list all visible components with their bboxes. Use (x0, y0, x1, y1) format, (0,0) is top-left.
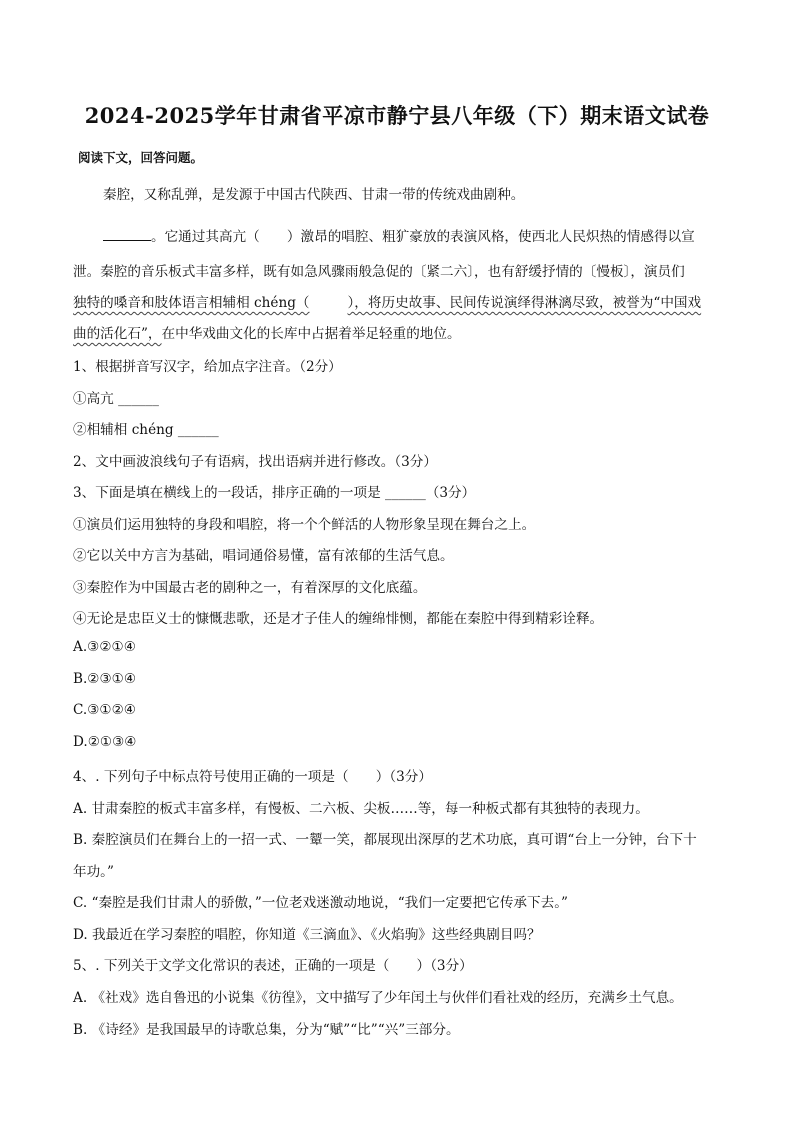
question-line: 5、. 下列关于文学文化常识的表述，正确的一项是（ ）（3分） (73, 958, 473, 975)
question-line: D.②①③④ (73, 733, 137, 750)
question-line: B. 《诗经》是我国最早的诗歌总集，分为“赋”“比”“兴”三部分。 (73, 1021, 460, 1038)
question-line: D. 我最近在学习秦腔的唱腔，你知道《三滴血》、《火焰驹》这些经典剧目吗？ (73, 926, 541, 943)
question-line: ②它以关中方言为基础，唱词通俗易懂，富有浓郁的生活气息。 (73, 548, 454, 565)
question-line: ③秦腔作为中国最古老的剧种之一，有着深厚的文化底蕴。 (73, 579, 427, 596)
question-line: ④无论是忠臣义士的慷慨悲歌，还是才子佳人的缠绵悱恻，都能在秦腔中得到精彩诠释。 (73, 611, 604, 628)
passage-line-3: 泄。秦腔的音乐板式丰富多样，既有如急风骤雨般急促的〔紧二六〕，也有舒缓抒情的〔慢板〕，演员们 (73, 264, 685, 280)
question-line: 2、文中画波浪线句子有语病，找出语病并进行修改。（3分） (73, 453, 437, 470)
passage-text: ），将历史故事、民间传说演绎得淋漓尽致，被誉为“中国戏 (347, 295, 702, 311)
question-line: C. “秦腔是我们甘肃人的骄傲，”一位老戏迷激动地说，“我们一定要把它传承下去。” (73, 895, 568, 912)
wavy-sentence-part-1 (73, 295, 701, 311)
fill-blank (103, 226, 151, 241)
question-line: ①高亢 ______ (73, 390, 159, 407)
passage-line-2-text: 。它通过其高亢（ ）激昂的唱腔、粗犷豪放的表演风格，使西北人民炽热的情感得以宣 (151, 229, 695, 245)
passage-line-4 (73, 291, 701, 311)
passage-text: 在中华戏曲文化的长库中占据着举足轻重的地位。 (161, 326, 461, 342)
passage-line-5 (73, 322, 461, 342)
passage-text: 独特的嗓音和肢体语言相辅相 chéng（ (73, 295, 310, 311)
question-line: C.③①②④ (73, 702, 136, 719)
wavy-sentence-part-2: 曲的活化石”， (73, 326, 162, 342)
question-line: B. 秦腔演员们在舞台上的一招一式、一颦一笑，都展现出深厚的艺术功底，真可谓“台上一分钟，台下十 (73, 832, 697, 849)
question-line: 3、下面是填在横线上的一段话，排序正确的一项是 ______（3分） (73, 485, 476, 502)
question-line: A. 《社戏》选自鲁迅的小说集《彷徨》，文中描写了少年闰土与伙伴们看社戏的经历，充满乡土气息。 (73, 990, 683, 1006)
page-title: 2024-2025学年甘肃省平凉市静宁县八年级（下）期末语文试卷 (84, 103, 710, 128)
question-line: A. 甘肃秦腔的板式丰富多样，有慢板、二六板、尖板……等，每一种板式都有其独特的表现力。 (73, 800, 649, 817)
question-line: ②相辅相 chéng ______ (73, 422, 219, 439)
question-line: ①演员们运用独特的身段和唱腔，将一个个鲜活的人物形象呈现在舞台之上。 (73, 516, 536, 533)
pinyin-blank (310, 295, 348, 311)
question-line: 1、根据拼音写汉字，给加点字注音。（2分） (73, 359, 342, 375)
question-line: 年功。” (73, 863, 114, 880)
reading-instruction: 阅读下文，回答问题。 (78, 150, 204, 165)
passage-line-2 (103, 225, 695, 245)
question-line: A.③②①④ (73, 638, 136, 655)
question-line: B.②③①④ (73, 670, 137, 687)
question-line: 4、. 下列句子中标点符号使用正确的一项是（ ）（3分） (73, 769, 432, 786)
passage-line-1: 秦腔，又称乱弹，是发源于中国古代陕西、甘肃一带的传统戏曲剧种。 (103, 187, 525, 203)
